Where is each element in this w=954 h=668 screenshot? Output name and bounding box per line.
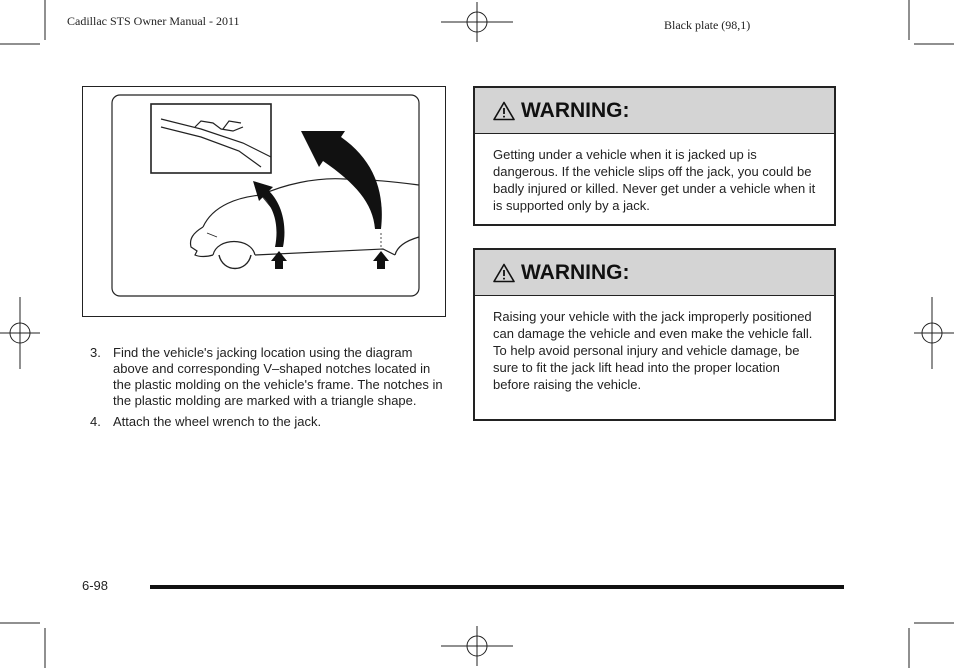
footer-rule: [150, 585, 844, 589]
registration-target-bottom: [441, 626, 513, 666]
warning-text: Getting under a vehicle when it is jacked up is dangerous. If the vehicle slips off the jack, you could be badly injured or killed. Never get under a vehicle when it is supported only by a jack.: [493, 147, 816, 213]
registration-target-right: [914, 297, 954, 369]
registration-target-left: [0, 297, 40, 369]
step-number: 3.: [90, 345, 101, 360]
step-number: 4.: [90, 414, 101, 429]
warning-triangle-icon: [493, 101, 515, 121]
warning-title: WARNING:: [521, 260, 630, 284]
warning-header: [475, 88, 834, 134]
warning-box-jacked-vehicle: [473, 86, 836, 226]
registration-target-top: [441, 2, 513, 42]
step-list: [90, 345, 445, 435]
page-number: 6-98: [82, 578, 109, 593]
warning-triangle-icon: [493, 263, 515, 283]
warning-box-jack-position: [473, 248, 836, 421]
header-manual-title: Cadillac STS Owner Manual - 2011: [67, 14, 240, 28]
header-plate-label: Black plate (98,1): [664, 18, 751, 32]
warning-text: Raising your vehicle with the jack improperly positioned can damage the vehicle and even make the vehicle fall. To help avoid personal injury and vehicle damage, be sure to fit the jack lift head into the proper location before raising the vehicle.: [493, 309, 813, 392]
warning-header: [475, 250, 834, 296]
step-text: Find the vehicle's jacking location using the diagram above and corresponding V–shaped notches located in the plastic molding on the vehicle's frame. The notches in the plastic molding are marked with a triangle shape.: [113, 345, 443, 408]
step-text: Attach the wheel wrench to the jack.: [113, 414, 322, 429]
list-item: [90, 345, 445, 409]
list-item: [90, 414, 445, 430]
jacking-diagram: [83, 87, 444, 315]
jacking-location-figure: [82, 86, 446, 317]
warning-title: WARNING:: [521, 98, 630, 122]
